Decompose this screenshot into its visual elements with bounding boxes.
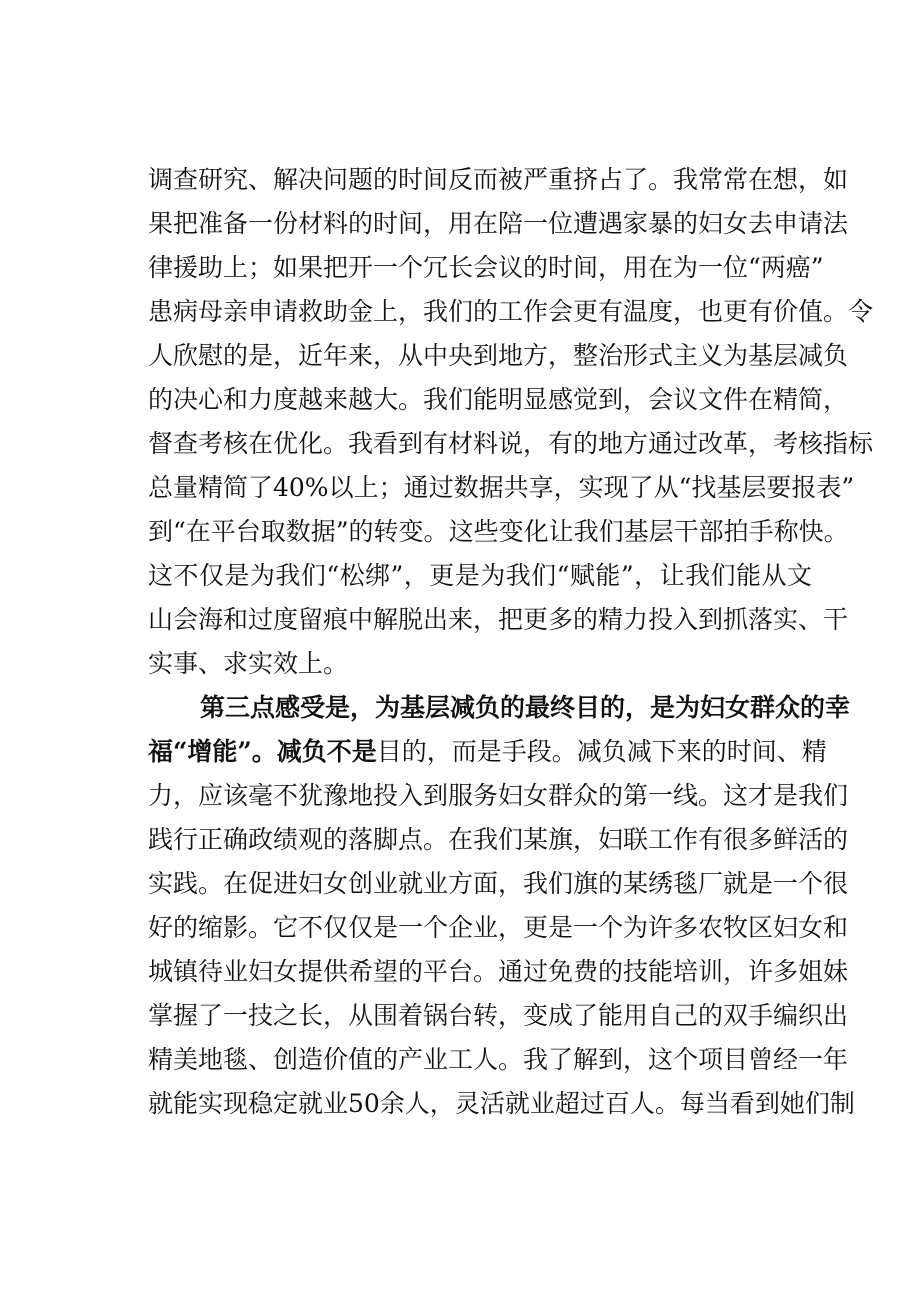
paragraph-2-line: 践行正确政绩观的落脚点。在我们某旗，妇联工作有很多鲜活的 (148, 825, 849, 854)
paragraph-2-regular-span: 目的，而是手段。减负减下来的时间、精 (376, 737, 827, 766)
paragraph-2-line: 就能实现稳定就业50余人，灵活就业超过百人。每当看到她们制 (148, 1089, 855, 1118)
paragraph-2-line: 城镇待业妇女提供希望的平台。通过免费的技能培训，许多姐妹 (148, 957, 849, 986)
paragraph-1-line: 患病母亲申请救助金上，我们的工作会更有温度，也更有价值。令 (148, 297, 874, 326)
paragraph-1-line: 到“在平台取数据”的转变。这些变化让我们基层干部拍手称快。 (148, 517, 849, 546)
paragraph-2-line-mixed (148, 734, 827, 770)
paragraph-2-line: 力，应该毫不犹豫地投入到服务妇女群众的第一线。这才是我们 (148, 781, 849, 810)
paragraph-1-line: 人欣慰的是，近年来，从中央到地方，整治形式主义为基层减负 (148, 341, 849, 370)
paragraph-2-line: 实践。在促进妇女创业就业方面，我们旗的某绣毯厂就是一个很 (148, 869, 849, 898)
paragraph-2-bold-line: 第三点感受是，为基层减负的最终目的，是为妇女群众的幸 (200, 693, 851, 722)
paragraph-1-line: 实事、求实效上。 (148, 649, 349, 678)
paragraph-2-bold-span: 福“增能”。减负不是 (148, 737, 377, 766)
paragraph-2-line: 好的缩影。它不仅仅是一个企业，更是一个为许多农牧区妇女和 (148, 913, 849, 942)
paragraph-1-line: 律援助上；如果把开一个冗长会议的时间，用在为一位“两癌” (148, 253, 824, 282)
paragraph-1-line: 山会海和过度留痕中解脱出来，把更多的精力投入到抓落实、干 (148, 605, 849, 634)
paragraph-1-line: 这不仅是为我们“松绑”，更是为我们“赋能”，让我们能从文 (148, 561, 812, 590)
paragraph-1-line: 督查考核在优化。我看到有材料说，有的地方通过改革，考核指标 (148, 429, 874, 458)
paragraph-2-line: 掌握了一技之长，从围着锅台转，变成了能用自己的双手编织出 (148, 1001, 849, 1030)
paragraph-2-line: 精美地毯、创造价值的产业工人。我了解到，这个项目曾经一年 (148, 1045, 849, 1074)
paragraph-1-line: 果把准备一份材料的时间，用在陪一位遭遇家暴的妇女去申请法 (148, 209, 849, 238)
paragraph-1-line: 的决心和力度越来越大。我们能明显感觉到，会议文件在精简， (148, 385, 849, 414)
paragraph-1-line: 调查研究、解决问题的时间反而被严重挤占了。我常常在想，如 (148, 165, 849, 194)
paragraph-1-line: 总量精简了40%以上；通过数据共享，实现了从“找基层要报表” (148, 473, 855, 502)
